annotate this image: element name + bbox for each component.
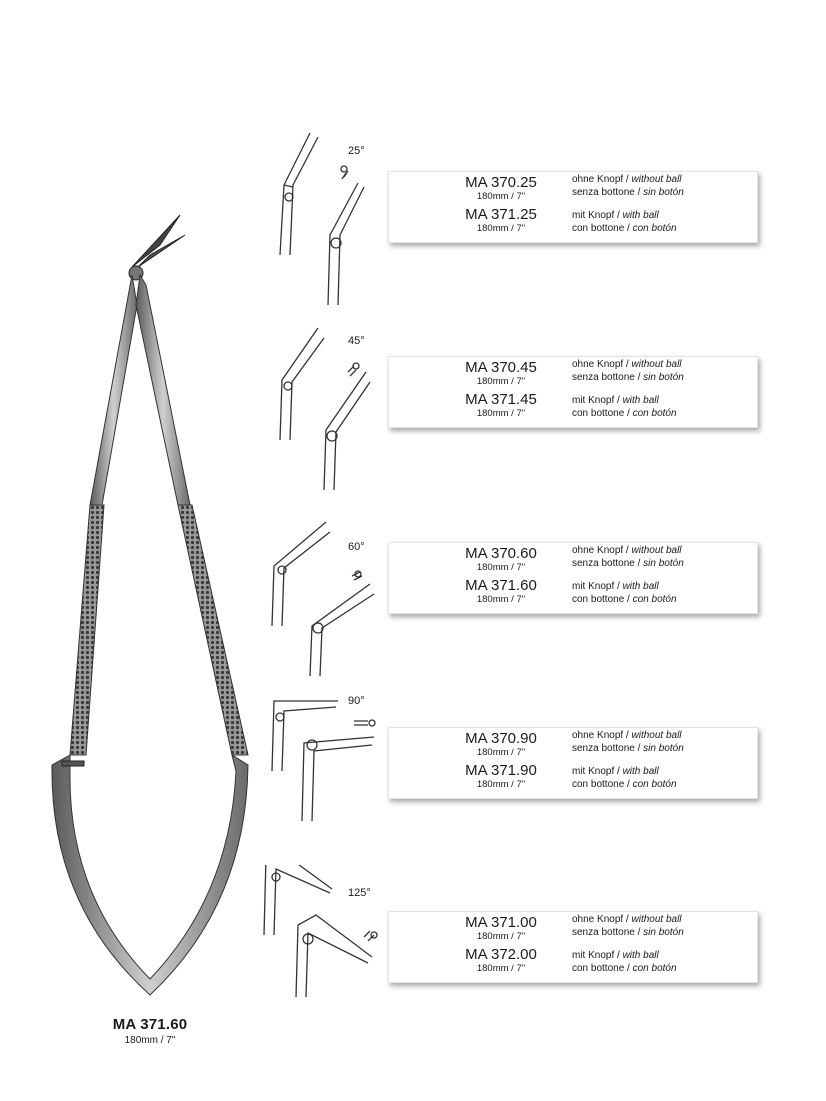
desc-it: senza bottone /: [572, 371, 644, 383]
product-card-25: [388, 171, 758, 243]
desc-de: mit Knopf /: [572, 210, 623, 221]
product-size: 180mm / 7": [476, 223, 526, 234]
product-code: MA 372.00: [465, 946, 537, 963]
desc-it: con bottone /: [572, 593, 633, 605]
product-card-125: [388, 911, 758, 983]
product-size: 180mm / 7": [476, 747, 526, 758]
product-card-45: [388, 356, 758, 428]
desc-de: mit Knopf /: [572, 395, 623, 406]
product-size: 180mm / 7": [476, 191, 526, 202]
product-card-90: [388, 727, 758, 799]
desc-es: con botón: [632, 593, 677, 605]
micro-scissors-illustration: [40, 205, 250, 1010]
desc-de: ohne Knopf /: [572, 359, 632, 370]
desc-de: mit Knopf /: [572, 581, 623, 592]
angle-label-45: 45°: [348, 335, 365, 347]
desc-de: mit Knopf /: [572, 950, 623, 961]
desc-en: with ball: [622, 210, 659, 221]
desc-de: mit Knopf /: [572, 766, 623, 777]
desc-de: ohne Knopf /: [572, 914, 632, 925]
product-code: MA 371.45: [465, 391, 537, 408]
desc-it: senza bottone /: [572, 186, 644, 198]
scissor-tips-45-illustration: [260, 310, 390, 490]
desc-it: senza bottone /: [572, 742, 644, 754]
desc-es: sin botón: [643, 186, 684, 198]
variant-90: [260, 681, 760, 861]
product-card-60: [388, 542, 758, 614]
desc-en: with ball: [622, 766, 659, 777]
product-size: 180mm / 7": [476, 408, 526, 419]
desc-es: sin botón: [643, 557, 684, 569]
desc-en: without ball: [631, 174, 682, 185]
main-product-code: MA 371.60: [112, 1016, 188, 1033]
product-code: MA 371.90: [465, 762, 537, 779]
main-product-caption: [80, 1016, 220, 1046]
desc-it: con bottone /: [572, 222, 633, 234]
angle-label-90: 90°: [348, 695, 365, 707]
product-size: 180mm / 7": [476, 376, 526, 387]
desc-es: sin botón: [643, 742, 684, 754]
desc-de: ohne Knopf /: [572, 730, 632, 741]
product-code: MA 371.00: [465, 914, 537, 931]
variant-125: [260, 865, 760, 1045]
desc-es: con botón: [632, 778, 677, 790]
scissor-tips-90-illustration: [260, 681, 390, 861]
desc-de: ohne Knopf /: [572, 174, 632, 185]
product-size: 180mm / 7": [476, 562, 526, 573]
product-size: 180mm / 7": [476, 779, 526, 790]
desc-en: with ball: [622, 950, 659, 961]
product-size: 180mm / 7": [476, 931, 526, 942]
desc-es: sin botón: [643, 926, 684, 938]
desc-it: con bottone /: [572, 962, 633, 974]
product-code: MA 370.25: [465, 174, 537, 191]
desc-en: without ball: [631, 730, 682, 741]
scissor-tips-25-illustration: [260, 125, 390, 305]
desc-it: con bottone /: [572, 407, 633, 419]
product-code: MA 370.45: [465, 359, 537, 376]
desc-es: con botón: [632, 962, 677, 974]
desc-es: con botón: [632, 407, 677, 419]
desc-en: without ball: [631, 914, 682, 925]
product-size: 180mm / 7": [476, 963, 526, 974]
angle-label-25: 25°: [348, 145, 365, 157]
desc-en: without ball: [631, 359, 682, 370]
product-code: MA 370.90: [465, 730, 537, 747]
desc-it: senza bottone /: [572, 926, 644, 938]
product-code: MA 370.60: [465, 545, 537, 562]
desc-it: senza bottone /: [572, 557, 644, 569]
variant-25: [260, 125, 760, 305]
angle-label-60: 60°: [348, 541, 365, 553]
angle-label-125: 125°: [348, 887, 371, 899]
desc-es: con botón: [632, 222, 677, 234]
desc-de: ohne Knopf /: [572, 545, 632, 556]
main-product-size: 180mm / 7": [124, 1035, 176, 1046]
desc-it: con bottone /: [572, 778, 633, 790]
product-code: MA 371.25: [465, 206, 537, 223]
desc-en: with ball: [622, 581, 659, 592]
scissor-tips-60-illustration: [260, 496, 390, 676]
product-size: 180mm / 7": [476, 594, 526, 605]
desc-en: with ball: [622, 395, 659, 406]
desc-en: without ball: [631, 545, 682, 556]
variant-45: [260, 310, 760, 490]
variant-60: [260, 496, 760, 676]
desc-es: sin botón: [643, 371, 684, 383]
product-code: MA 371.60: [465, 577, 537, 594]
